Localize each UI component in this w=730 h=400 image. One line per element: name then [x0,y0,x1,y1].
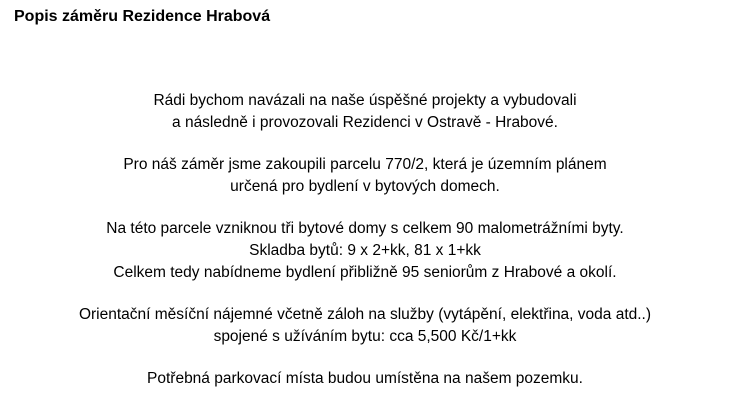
text-line: Skladba bytů: 9 x 2+kk, 81 x 1+kk [249,242,481,259]
paragraph-buildings [0,218,730,284]
text-line: a následně i provozovali Rezidenci v Ostravě - Hrabové. [172,114,558,131]
paragraph-intro [0,90,730,134]
text-line: Celkem tedy nabídneme bydlení přibližně 95 seniorům z Hrabové a okolí. [113,264,617,281]
text-line: Orientační měsíční nájemné včetně záloh na služby (vytápění, elektřina, voda atd..) [78,306,652,323]
paragraph-rent [0,304,730,348]
text-line: Pro náš záměr jsme zakoupili parcelu 770/2, která je územním plánem [123,156,607,173]
text-line: určená pro bydlení v bytových domech. [230,178,500,195]
text-line: Rádi bychom navázali na naše úspěšné projekty a vybudovali [153,92,577,109]
text-line: Potřebná parkovací místa budou umístěna na našem pozemku. [147,370,583,387]
document-title: Popis záměru Rezidence Hrabová [14,8,271,25]
paragraph-parcel [0,154,730,198]
paragraph-parking [0,368,730,390]
text-line: spojené s užíváním bytu: cca 5,500 Kč/1+kk [213,328,517,345]
text-line: Na této parcele vzniknou tři bytové domy s celkem 90 malometrážními byty. [106,220,624,237]
document-body [0,90,730,390]
